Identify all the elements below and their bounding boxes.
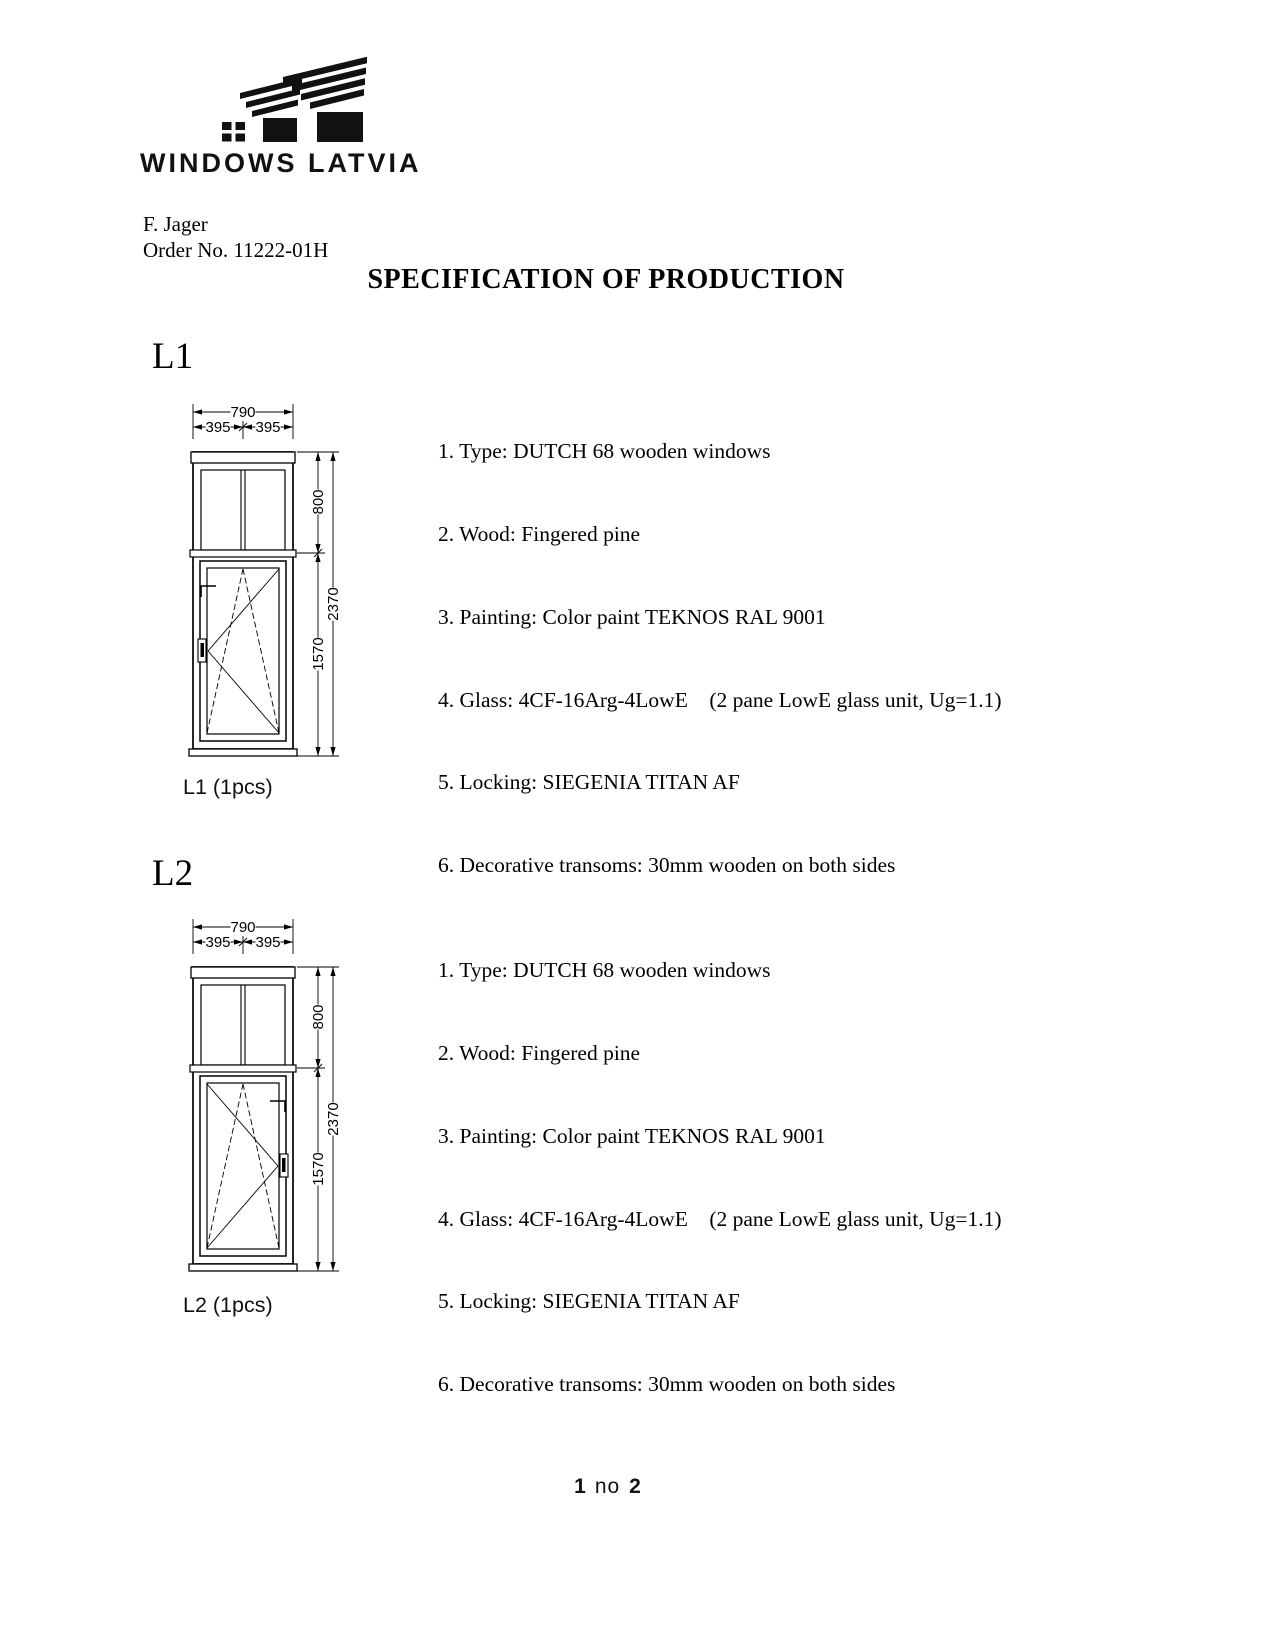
spec-item: 4. Glass: 4CF-16Arg-4LowE (2 pane LowE glass unit, Ug=1.1) bbox=[438, 687, 1002, 712]
spec-item: 3. Painting: Color paint TEKNOS RAL 9001 bbox=[438, 604, 826, 629]
dim-height-total: 2370 bbox=[325, 1102, 342, 1136]
page-count: 2 bbox=[629, 1475, 641, 1498]
spec-item: 3. Painting: Color paint TEKNOS RAL 9001 bbox=[438, 1123, 826, 1148]
spec-item: 2. Wood: Fingered pine bbox=[438, 521, 641, 546]
spec-list-l2 bbox=[438, 902, 1002, 1454]
sill bbox=[189, 749, 297, 756]
spec-item: 5. Locking: SIEGENIA TITAN AF bbox=[438, 1289, 740, 1314]
dim-height-upper: 800 bbox=[310, 1004, 327, 1030]
window-frame bbox=[189, 452, 297, 756]
spec-list-l1 bbox=[438, 383, 1002, 935]
page-footer bbox=[0, 1475, 1215, 1499]
window-label-l2: L2 bbox=[152, 853, 194, 894]
document-title: SPECIFICATION OF PRODUCTION bbox=[367, 264, 845, 295]
dim-width-total: 790 bbox=[230, 919, 256, 936]
windows-latvia-logo-icon bbox=[140, 53, 375, 153]
dim-width-right: 395 bbox=[255, 419, 281, 436]
dim-width-left: 395 bbox=[205, 934, 231, 951]
window-drawing-l1 bbox=[177, 381, 343, 761]
page-number: 1 bbox=[574, 1475, 586, 1498]
sash-inner bbox=[207, 568, 279, 734]
dim-width-left: 395 bbox=[205, 419, 231, 436]
spec-item: 4. Glass: 4CF-16Arg-4LowE (2 pane LowE glass unit, Ug=1.1) bbox=[438, 1206, 1002, 1231]
spec-item: 6. Decorative transoms: 30mm wooden on both sides bbox=[438, 1372, 896, 1397]
dim-height-upper: 800 bbox=[310, 489, 327, 515]
dim-width-right: 395 bbox=[255, 934, 281, 951]
page-separator: no bbox=[594, 1475, 621, 1498]
dim-width-total: 790 bbox=[230, 404, 256, 421]
spec-item: 1. Type: DUTCH 68 wooden windows bbox=[438, 439, 771, 464]
dim-height-lower: 1570 bbox=[310, 637, 327, 671]
spec-item: 1. Type: DUTCH 68 wooden windows bbox=[438, 958, 771, 983]
dim-height-total: 2370 bbox=[325, 587, 342, 621]
dim-height-lower: 1570 bbox=[310, 1152, 327, 1186]
window-frame bbox=[189, 967, 297, 1271]
order-number: Order No. 11222-01H bbox=[143, 238, 329, 262]
spec-item: 5. Locking: SIEGENIA TITAN AF bbox=[438, 770, 740, 795]
transom-divider bbox=[190, 1065, 296, 1072]
sill bbox=[189, 1264, 297, 1271]
drawing-caption-l1: L1 (1pcs) bbox=[183, 775, 273, 799]
transom-divider bbox=[190, 550, 296, 557]
spec-item: 6. Decorative transoms: 30mm wooden on both sides bbox=[438, 853, 896, 878]
spec-item: 2. Wood: Fingered pine bbox=[438, 1040, 641, 1065]
window-drawing-l2 bbox=[177, 896, 343, 1276]
customer-name: F. Jager bbox=[143, 212, 208, 236]
window-label-l1: L1 bbox=[152, 336, 194, 377]
drawing-caption-l2: L2 (1pcs) bbox=[183, 1293, 273, 1317]
sash-inner bbox=[207, 1083, 279, 1249]
brand-name: WINDOWS LATVIA bbox=[140, 148, 422, 178]
